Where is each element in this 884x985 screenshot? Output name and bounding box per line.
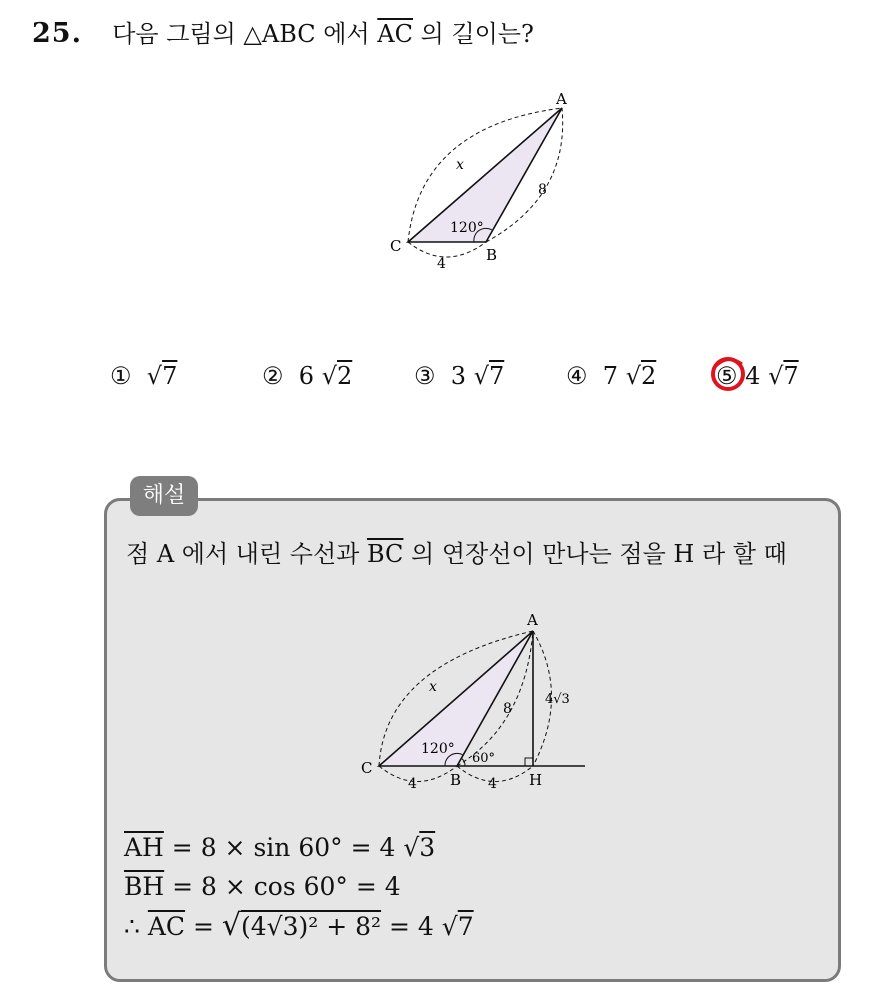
choice-coefficient: 4 <box>745 362 761 390</box>
therefore-sign: ∴ <box>124 912 148 941</box>
choice-3[interactable] <box>414 362 504 390</box>
triangle-abc-fill <box>379 631 533 766</box>
solution-intro <box>126 534 787 569</box>
side-x-label: x <box>429 679 437 695</box>
eq-rhs: = 8 × sin 60° = 4 <box>163 833 404 862</box>
angle-60-label: 60° <box>472 751 496 766</box>
choice-radicand: 7 <box>489 362 505 390</box>
sqrt-sign: √ <box>625 362 641 390</box>
solution-segment: $\overline{BC}$ <box>366 540 404 568</box>
eq-radicand: 3 <box>419 833 436 862</box>
equation-ac <box>124 908 474 943</box>
choice-4[interactable] <box>566 362 656 390</box>
choice-mark: ⑤ <box>716 362 738 390</box>
arc-side-bc <box>379 766 457 782</box>
choice-5[interactable] <box>716 362 799 390</box>
vertex-b-label: B <box>486 246 498 264</box>
choice-1[interactable] <box>110 362 177 390</box>
vertex-a-label: A <box>556 90 567 108</box>
solution-text-before: 점 A 에서 내린 수선과 <box>126 540 367 568</box>
equation-bh <box>124 872 401 901</box>
side-x-label: x <box>456 157 464 173</box>
triangle-figure <box>380 86 590 276</box>
angle-120-label: 120° <box>421 741 455 757</box>
vertex-a-label: A <box>527 611 538 629</box>
side-bc-label: 4 <box>437 256 446 272</box>
eq-rhs: = 4 <box>381 912 442 941</box>
arc-side-bc <box>408 242 486 257</box>
sqrt-sign: √ <box>221 908 242 943</box>
question-number: 25. <box>32 18 82 49</box>
choice-radicand: 7 <box>783 362 799 390</box>
question-text-before: 다음 그림의 △ABC 에서 <box>112 20 378 48</box>
choice-radicand: 7 <box>162 362 178 390</box>
choice-coefficient: 6 <box>298 362 315 390</box>
eq-lhs: $\overline{AC}$ <box>147 912 186 941</box>
sqrt-sign: √ <box>441 912 458 941</box>
question-segment: $\overline{AC}$ <box>377 20 413 48</box>
sqrt-sign: √ <box>473 362 489 390</box>
choice-coefficient: 7 <box>602 362 619 390</box>
eq-lhs: $\overline{AH}$ <box>124 833 164 862</box>
solution-tag: 해설 <box>130 476 198 516</box>
eq-radicand: 7 <box>457 912 474 941</box>
side-bh-label: 4 <box>488 776 497 792</box>
vertex-b-label: B <box>450 771 462 789</box>
choice-2[interactable] <box>262 362 352 390</box>
question-text-after: 의 길이는? <box>413 20 534 48</box>
side-ab-label: 8 <box>503 701 512 717</box>
solution-text-after: 의 연장선이 만나는 점을 H 라 할 때 <box>403 540 787 568</box>
selected-mark-wrapper <box>716 362 738 390</box>
choice-mark: ③ <box>414 362 436 390</box>
choice-mark: ② <box>262 362 284 390</box>
eq-lhs: $\overline{BH}$ <box>124 872 165 901</box>
sqrt-sign: √ <box>768 362 784 390</box>
sqrt-sign: √ <box>321 362 337 390</box>
sqrt-sign: √ <box>146 362 163 390</box>
vertex-c-label: C <box>390 237 402 255</box>
solution-figure <box>355 605 595 795</box>
question-header <box>32 14 534 49</box>
choice-mark: ① <box>110 362 132 390</box>
choice-radicand: 2 <box>641 362 657 390</box>
vertex-h-label: H <box>529 771 543 789</box>
choice-coefficient: 3 <box>450 362 467 390</box>
eq-equals: = <box>185 912 222 941</box>
side-ab-label: 8 <box>538 182 547 198</box>
side-bc-label: 4 <box>408 776 417 792</box>
side-ah-label: 4√3 <box>545 692 570 707</box>
vertex-c-label: C <box>361 759 373 777</box>
eq-inner: (4√3)² + 8² <box>241 912 382 941</box>
sqrt-sign: √ <box>403 833 420 862</box>
choice-mark: ④ <box>566 362 588 390</box>
equation-ah <box>124 833 435 862</box>
angle-label: 120° <box>450 220 484 236</box>
eq-rhs: = 8 × cos 60° = 4 <box>164 872 401 901</box>
choice-radicand: 2 <box>337 362 353 390</box>
right-angle-mark <box>525 758 533 766</box>
question-text <box>112 20 534 48</box>
